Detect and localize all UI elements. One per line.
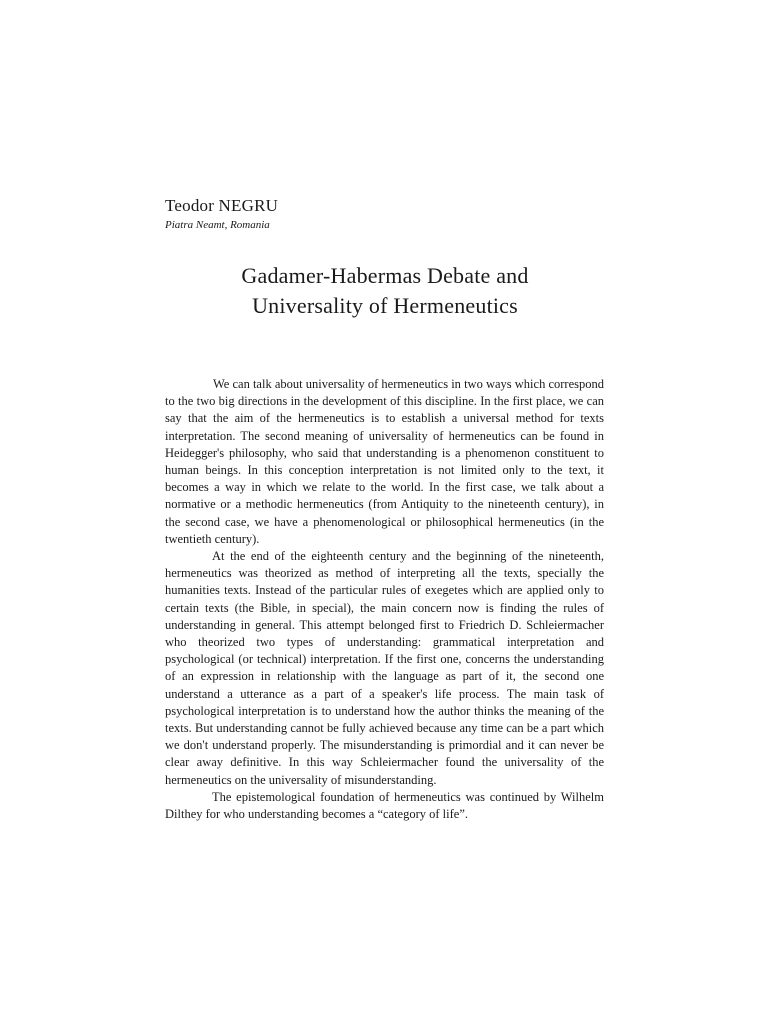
article-body [165, 376, 604, 823]
body-paragraph-2: At the end of the eighteenth century and the beginning of the nineteenth, hermeneutics was theorized as method of interpreting all the texts, specially the humanities texts. Instead of the particular rules of exegetes which are applied only to certain texts (the Bible, in special), the main concern now is finding the rules of understanding in general. This attempt belonged first to Friedrich D. Schleiermacher who theorized two types of understanding: grammatical interpretation and psychological (or technical) interpretation. If the first one, concerns the understanding of an expression in relationship with the language as part of it, the second one understand a utterance as a part of a speaker's life process. The main task of psychological interpretation is to understand how the author thinks the meaning of the texts. But understanding cannot be fully achieved because any time can be a part which we don't understand properly. The misunderstanding is primordial and it can never be clear away definitive. In this way Schleiermacher found the universality of the hermeneutics on the universality of misunderstanding. [165, 549, 604, 787]
author-name: Teodor NEGRU [165, 196, 279, 215]
article-title [165, 261, 605, 321]
title-line-1: Gadamer-Habermas Debate and [241, 263, 529, 288]
title-line-2: Universality of Hermeneutics [252, 293, 518, 318]
author-block [165, 196, 278, 232]
author-affiliation: Piatra Neamt, Romania [165, 219, 270, 231]
body-paragraph-1: We can talk about universality of hermeneutics in two ways which correspond to the two big directions in the development of this discipline. In the first place, we can say that the aim of the hermeneutics is to establish a universal method for texts interpretation. The second meaning of universality of hermeneutics can be found in Heidegger's philosophy, who said that understanding is a phenomenon constituent to human beings. In this conception interpretation is not limited only to the text, it becomes a way in which we relate to the world. In the first case, we talk about a normative or a methodic hermeneutics (from Antiquity to the nineteenth century), in the second case, we have a phenomenological or philosophical hermeneutics (in the twentieth century). [165, 377, 604, 546]
body-paragraph-3: The epistemological foundation of hermeneutics was continued by Wilhelm Dilthey for who understanding becomes a “category of life”. [165, 789, 604, 822]
